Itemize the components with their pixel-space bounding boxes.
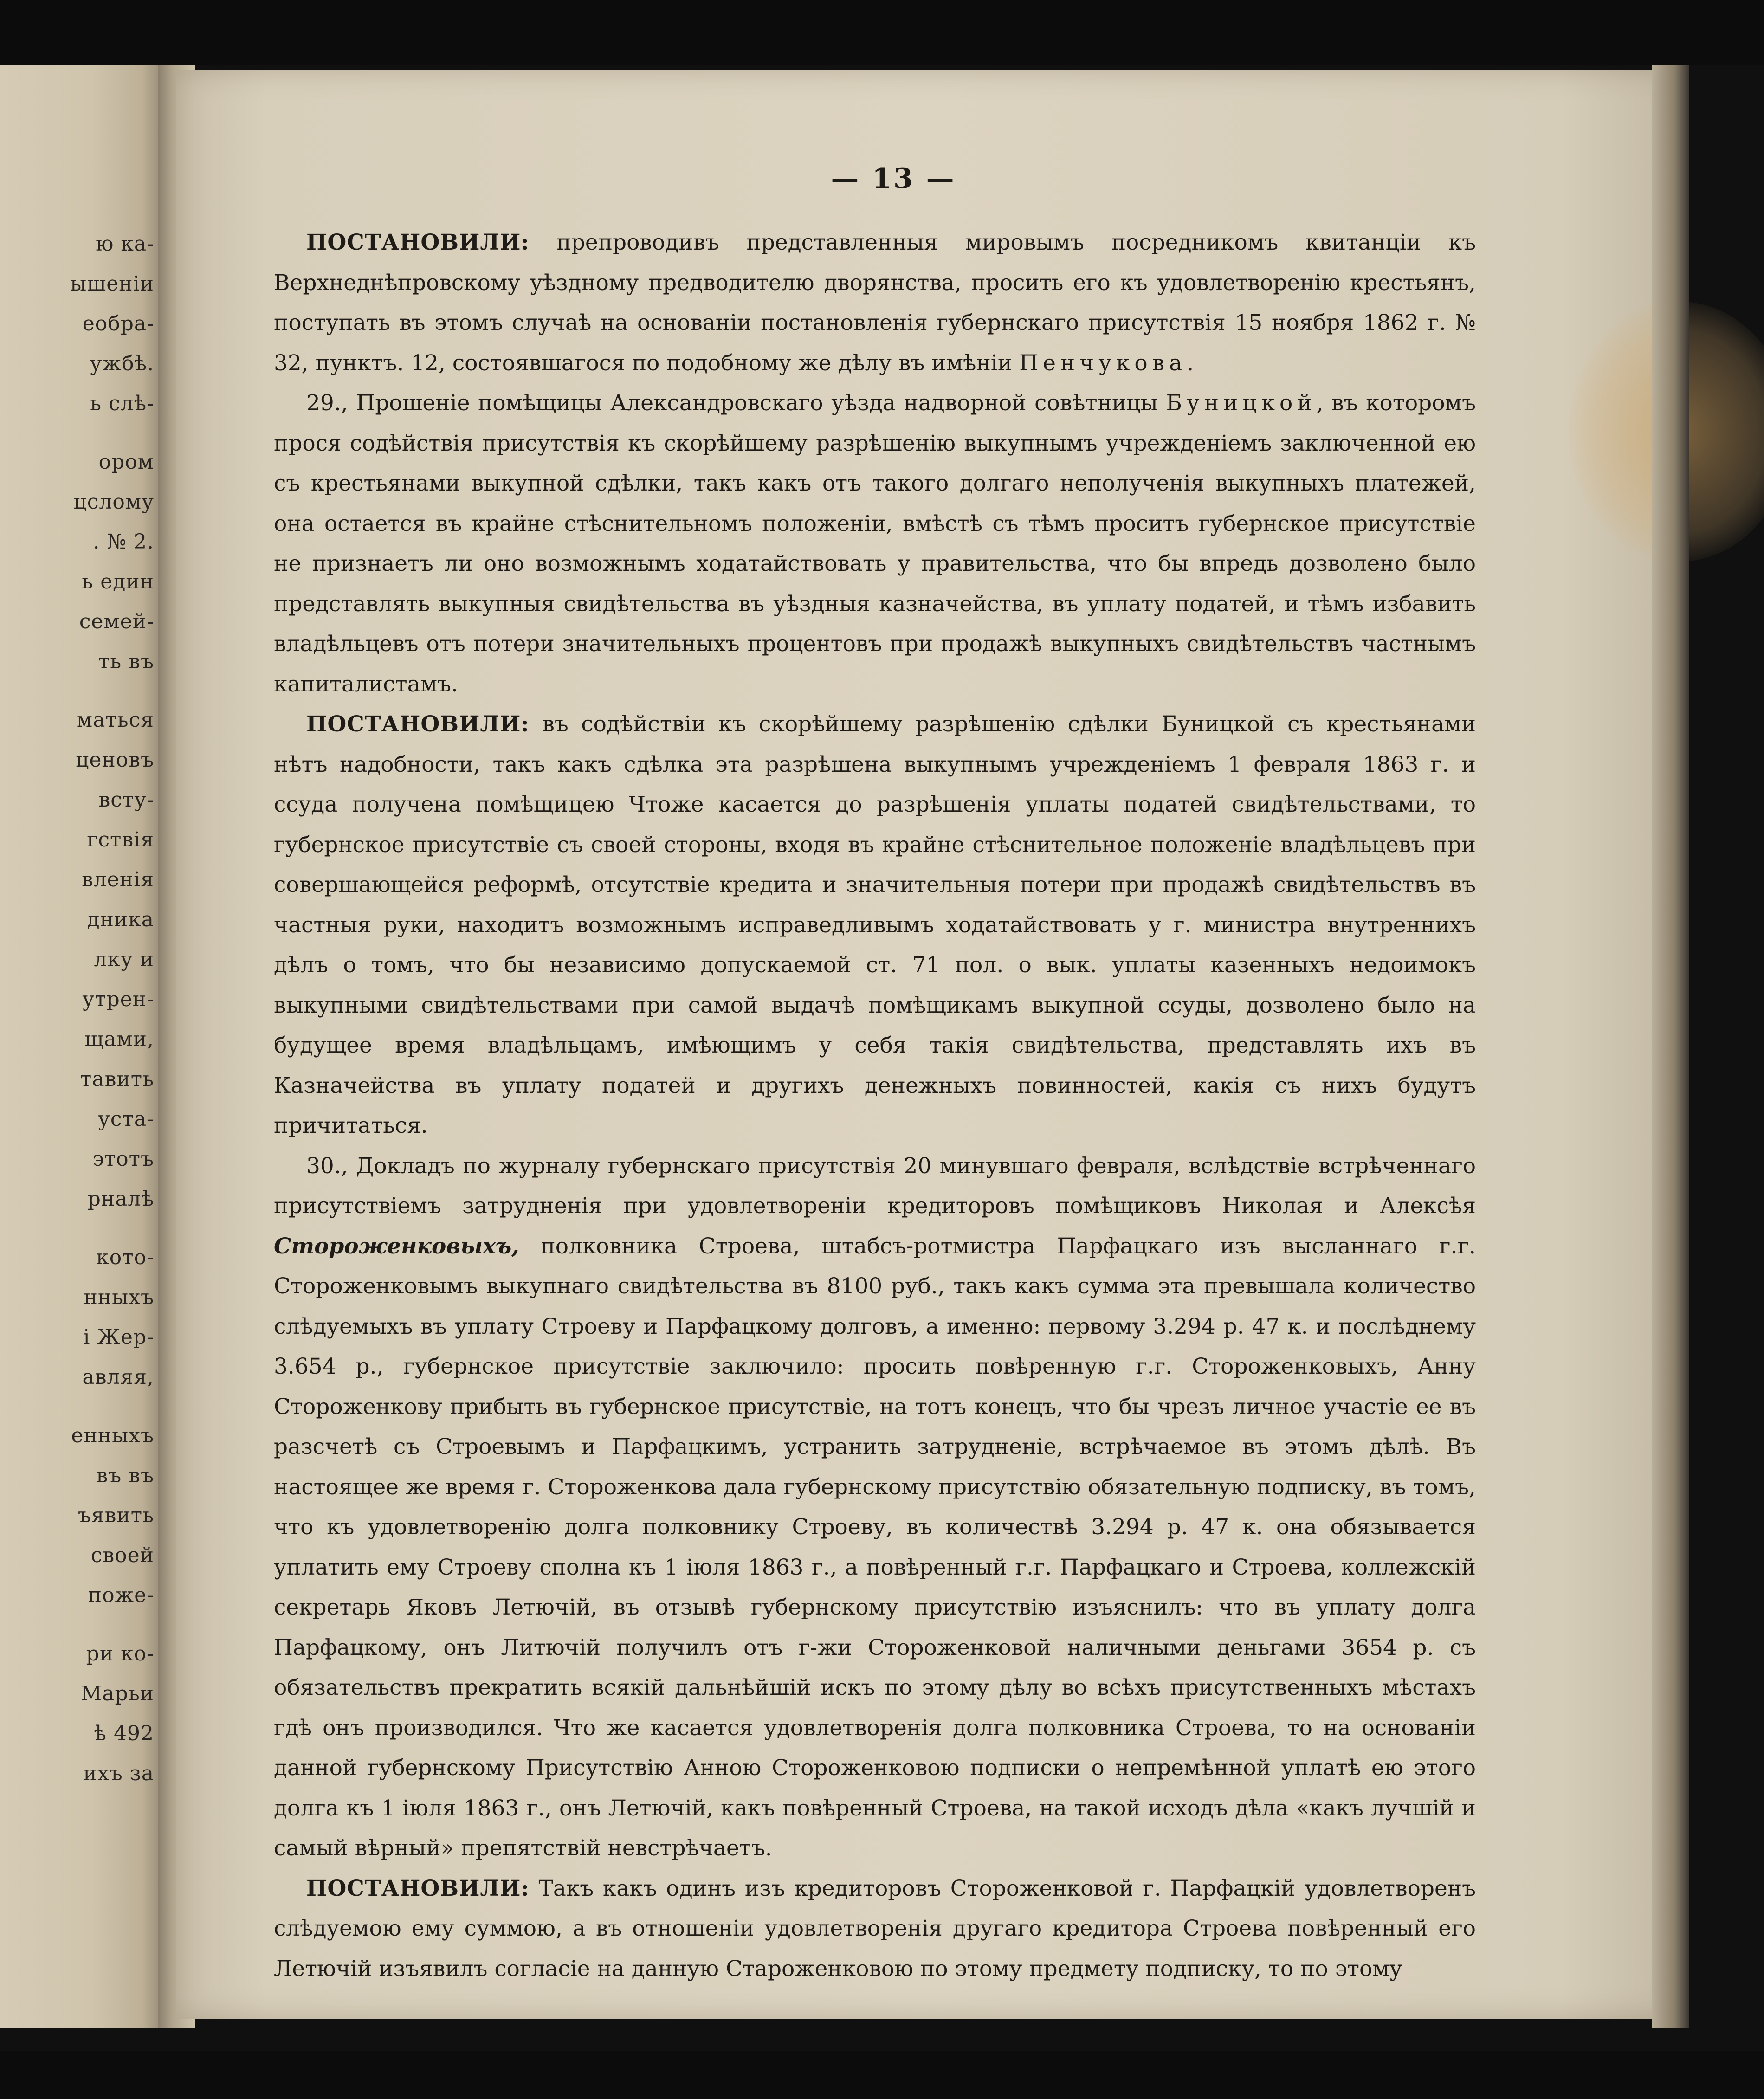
left-page-fragment: щами,	[84, 1027, 154, 1051]
paragraph-tail: полковника Строева, штабсъ-ротмистра Парфацкаго изъ высланнаго г.г. Стороженковымъ выкупнаго свидѣтельства въ 8100 руб., такъ какъ сумма эта превышала количество слѣдуемыхъ въ уплату Строеву и Парфацкому долговъ, а именно: первому 3.294 р. 47 к. и послѣднему 3.654 р., губернское присутствіе заключило: просить повѣренную г.г. Стороженковыхъ, Анну Стороженкову прибыть въ губернское присутствіе, на тотъ конецъ, что бы чрезъ личное участіе ее въ разсчетѣ съ Строевымъ и Парфацкимъ, устранить затрудненіе, встрѣчаемое въ этомъ дѣлѣ. Въ настоящее же время г. Стороженкова дала губернскому присутствію обязательную подписку, въ томъ, что къ удовлетворенію долга полковнику Строеву, въ количествѣ 3.294 р. 47 к. она обязывается уплатить ему Строеву сполна къ 1 іюля 1863 г., а повѣренный г.г. Парфацкаго и Строева, коллежскій секретарь Яковъ Летючій, въ отзывѣ губернскому присутствію изъяснилъ: что въ уплату долга Парфацкому, онъ Литючій получилъ отъ г-жи Стороженковой наличными деньгами 3654 р. съ обязательствъ прекратить всякій дальнѣйшій искъ по этому дѣлу во всѣхъ присутственныхъ мѣстахъ гдѣ онъ производился. Что же касается удовлетворенія долга полковника Строева, то на основаніи данной губернскому Присутствію Анною Стороженковою подписки о непремѣнной уплатѣ ею этого долга къ 1 іюля 1863 г., онъ Летючій, какъ повѣренный Строева, на такой исходъ дѣла «какъ лучшій и самый вѣрный» препятствій невстрѣчаетъ.	[274, 1233, 1476, 1861]
right-page-edge	[1652, 65, 1689, 2028]
left-page-fragment: семей-	[79, 610, 154, 633]
paragraph-tail: .	[1187, 350, 1194, 376]
spaced-name: Буницкой	[1166, 390, 1317, 416]
italic-name: Стороженковыхъ,	[274, 1233, 519, 1259]
paragraph-lead: ПОСТАНОВИЛИ:	[306, 230, 530, 255]
paragraph-1	[274, 223, 1476, 383]
left-page-fragment: рналѣ	[87, 1187, 154, 1211]
paragraph-text: въ содѣйствіи къ скорѣйшему разрѣшенію сдѣлки Буницкой съ крестьянами нѣтъ надобности, такъ какъ сдѣлка эта разрѣшена выкупнымъ учрежденіемъ 1 февраля 1863 г. и ссуда получена помѣщицею Чтоже касается до разрѣшенія уплаты податей свидѣтельствами, то губернское присутствіе съ своей стороны, входя въ крайне стѣснительное положеніе владѣльцевъ при совершающейся реформѣ, отсутствіе кредита и значительныя потери при продажѣ свидѣтельствъ въ частныя руки, находитъ возможнымъ исправедливымъ ходатайствовать у г. министра внутреннихъ дѣлъ о томъ, что бы независимо допускаемой ст. 71 пол. о вык. уплаты казенныхъ недоимокъ выкупными свидѣтельствами при самой выдачѣ помѣщикамъ выкупной ссуды, дозволено было на будущее время владѣльцамъ, имѣющимъ у себя такія свидѣтельства, представлять ихъ въ Казначейства въ уплату податей и другихъ денежныхъ повинностей, какія съ нихъ будутъ причитаться.	[274, 711, 1476, 1138]
paragraph-lead: ПОСТАНОВИЛИ:	[306, 1875, 530, 1901]
left-page-fragment: тавить	[80, 1067, 154, 1091]
left-page-fragment: ть въ	[98, 650, 154, 673]
left-page-fragment: ю ка-	[96, 232, 154, 256]
paragraph-text: Докладъ по журналу губернскаго присутствія 20 минувшаго февраля, вслѣдствіе встрѣченнаго присутствіемъ затрудненія при удовлетвореніи кредиторовъ помѣщиковъ Николая и Алексѣя	[274, 1153, 1476, 1219]
left-page-fragment: ь един	[82, 570, 154, 594]
paragraph-lead: 29.,	[306, 390, 348, 416]
left-page-fragment: Марьи	[81, 1682, 154, 1705]
left-page-fragment: ь слѣ-	[90, 392, 154, 415]
spaced-name: Пенчукова	[1019, 350, 1187, 376]
left-page-fragment: ышеніи	[70, 272, 154, 296]
paragraph-tail: , въ которомъ прося содѣйствія присутствія къ скорѣйшему разрѣшенію выкупнымъ учрежденіемъ заключенной ею съ крестьянами выкупной сдѣлки, такъ какъ отъ такого долгаго неполученія выкупныхъ платежей, она остается въ крайне стѣснительномъ положеніи, вмѣстѣ съ тѣмъ проситъ губернское присутствіе не признаетъ ли оно возможнымъ ходатайствовать у правительства, что бы впредь дозволено было представлять выкупныя свидѣтельства въ уѣздныя казначейства, въ уплату податей, и тѣмъ избавить владѣльцевъ отъ потери значительныхъ процентовъ при продажѣ выкупныхъ свидѣтельствъ частнымъ капиталистамъ.	[274, 390, 1476, 697]
paragraph-2	[274, 383, 1476, 704]
left-page-fragment: поже-	[88, 1583, 154, 1607]
paragraph-text: Такъ какъ одинъ изъ кредиторовъ Стороженковой г. Парфацкій удовлетворенъ слѣдуемою ему суммою, а въ отношеніи удовлетворенія другаго кредитора Строева повѣренный его Летючій изъявилъ согласіе на данную Староженковою по этому предмету подписку, то по этому	[274, 1875, 1476, 1982]
left-page-fragment: всту-	[98, 788, 154, 812]
left-page-fragment: цслому	[73, 490, 154, 514]
left-page-fragment: маться	[76, 708, 154, 732]
left-page-fragment: ъявить	[78, 1504, 154, 1527]
left-page-edge	[0, 65, 167, 2028]
left-page-fragment: ихъ за	[83, 1762, 154, 1785]
left-page-fragment: . № 2.	[93, 530, 154, 554]
paragraph-lead: 30.,	[306, 1153, 348, 1179]
left-page-fragment: ценовъ	[76, 748, 154, 772]
left-page-fragment: енныхъ	[71, 1424, 154, 1447]
left-page-fragment: ѣ 492	[94, 1722, 154, 1745]
left-page-fragment: еобра-	[82, 312, 154, 336]
paragraph-text: Прошеніе помѣщицы Александровскаго уѣзда надворной совѣтницы	[348, 390, 1166, 416]
left-page-fragment: ужбѣ.	[90, 352, 154, 375]
left-page-fragment: своей	[90, 1544, 154, 1567]
paragraph-lead: ПОСТАНОВИЛИ:	[306, 711, 530, 737]
paragraph-5	[274, 1869, 1476, 1989]
page-body	[274, 223, 1476, 1989]
left-page-fragment: авляя,	[82, 1365, 154, 1389]
left-page-fragment: этотъ	[92, 1147, 154, 1171]
left-page-fragment: ри ко-	[86, 1642, 154, 1666]
left-page-fragment: гствія	[87, 828, 154, 852]
left-page-fragment: кото-	[96, 1246, 154, 1269]
left-page-fragment: нныхъ	[84, 1285, 154, 1309]
paragraph-text: препроводивъ представленныя мировымъ посредникомъ квитанціи къ Верхнеднѣпровскому уѣздному предводителю дворянства, просить его къ удовлетворенію крестьянъ, поступать въ этомъ случаѣ на основаніи постановленія губернскаго присутствія 15 ноября 1862 г. № 32, пунктъ. 12, состоявшагося по подобному же дѣлу въ имѣніи	[274, 230, 1476, 376]
page-number: — 13 —	[831, 162, 956, 195]
left-page-fragment: ором	[98, 450, 154, 474]
left-page-fragment: въ въ	[96, 1464, 154, 1487]
left-page-fragment: і Жер-	[83, 1325, 154, 1349]
paragraph-3	[274, 704, 1476, 1146]
left-page-fragment: лку и	[94, 948, 154, 971]
paragraph-4	[274, 1146, 1476, 1869]
left-page-fragment: утрен-	[82, 988, 154, 1011]
left-page-fragment: уста-	[98, 1107, 154, 1131]
left-page-fragment: дника	[87, 908, 154, 931]
left-page-fragment: вленія	[82, 868, 154, 891]
